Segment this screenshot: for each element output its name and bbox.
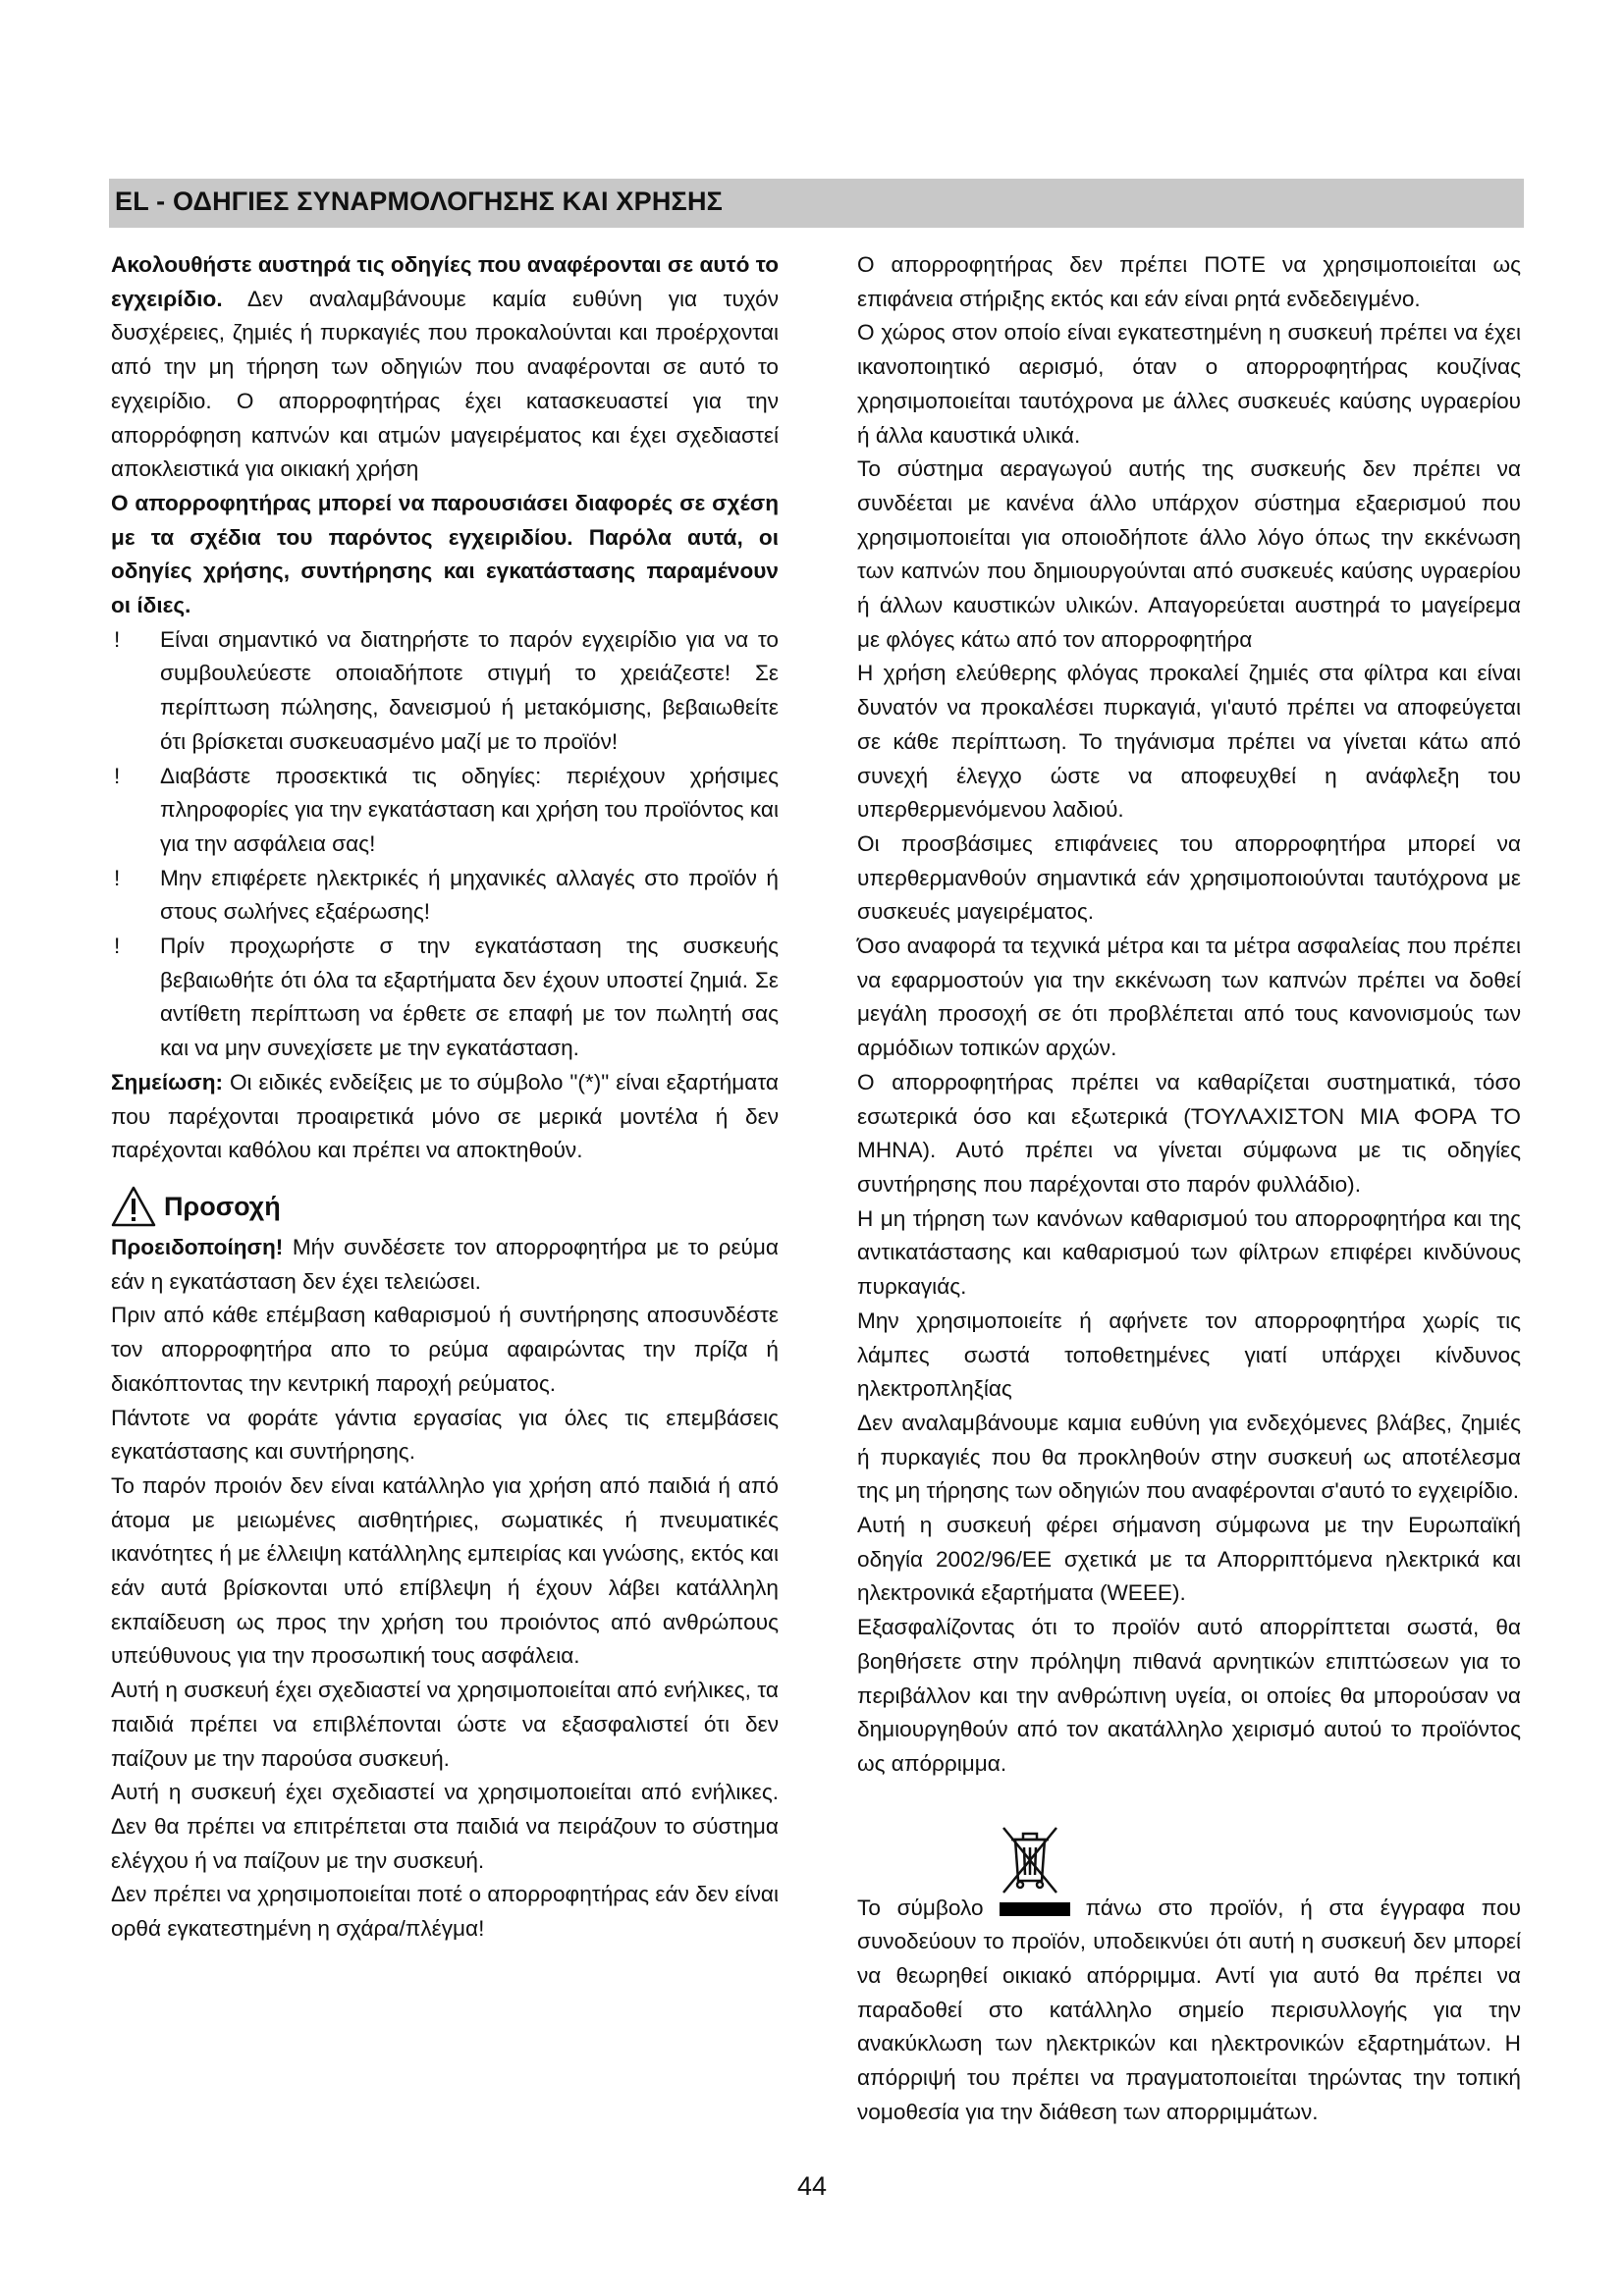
note-text: Οι ειδικές ενδείξεις με το σύμβολο "(*)" είναι εξαρτήματα που παρέχονται προαιρετικά μόνο σε μερικά μοντέλα ή δεν παρέχονται καθόλου και πρέπει να αποκτηθούν. — [111, 1069, 779, 1163]
bullet-item — [111, 760, 779, 862]
body-paragraph: Ο απορροφητήρας δεν πρέπει ΠΟΤΕ να χρησιμοποιείται ως επιφάνεια στήριξης εκτός και εάν είναι ρητά ενδεδειγμένο. — [857, 252, 1521, 311]
intro-bold: Ακολουθήστε αυστηρά τις οδηγίες που αναφέρονται σε αυτό το εγχειρίδιο. — [111, 252, 779, 311]
body-paragraph: Δεν πρέπει να χρησιμοποιείται ποτέ ο απορροφητήρας εάν δεν είναι ορθά εγκατεστημένη η σχάρα/πλέγμα! — [111, 1882, 779, 1942]
bullet-text: Πρίν προχωρήστε σ την εγκατάσταση της συσκευής βεβαιωθήτε ότι όλα τα εξαρτήματα δεν έχουν υποστεί ζημιά. Σε αντίθετη περίπτωση να έρθετε σε επαφή με τον πωλητή σας και να μην συνεχίσετε με την εγκατάσταση. — [160, 934, 779, 1061]
body-paragraph: Αυτή η συσκευή έχει σχεδιαστεί να χρησιμοποιείται από ενήλικες. Δεν θα πρέπει να επιτρέπεται στα παιδιά να πειράζουν το σύστημα ελέγχου ή να παίζουν με την συσκευή. — [111, 1780, 779, 1873]
weee-bar-icon — [1000, 1902, 1070, 1916]
page-number: 44 — [796, 2171, 828, 2201]
body-paragraph: Δεν αναλαμβάνουμε καμια ευθύνη για ενδεχόμενες βλάβες, ζημιές ή πυρκαγιές που θα προκληθούν στην συσκευή ως αποτέλεσμα της μη τήρησης των οδηγιών που αναφέρονται σ'αυτό το εγχειρίδιο. — [857, 1410, 1521, 1504]
bullet-text: Είναι σημαντικό να διατηρήστε το παρόν εγχειρίδιο για να το συμβουλεύεστε οποιαδήποτε στιγμή το χρειάζεστε! Σε περίπτωση πώλησης, δανεισμού ή μετακόμισης, βεβαιωθείτε ότι βρίσκεται συσκευασμένο μαζί με το προϊόν! — [160, 626, 779, 754]
crossed-out-bin-icon — [998, 1824, 1062, 1898]
body-paragraph: Το σύστημα αεραγωγού αυτής της συσκευής δεν πρέπει να συνδέεται με κανένα άλλο υπάρχον σύστημα εξαερισμού που χρησιμοποιείται για οποιοδήποτε άλλο λόγο όπως την εκκένωση των καπνών που δημιουργούνται από συσκευές καύσης υγραερίου ή άλλων καυστικών υλικών. Απαγορεύεται αυστηρά το μαγείρεμα με φλόγες κάτω από τον απορροφητήρα — [857, 456, 1521, 652]
exclamation-mark: ! — [114, 626, 121, 652]
body-paragraph: Μην χρησιμοποιείτε ή αφήνετε τον απορροφητήρα χωρίς τις λάμπες σωστά τοποθετημένες γιατί υπάρχει κίνδυνος ηλεκτροπληξίας — [857, 1308, 1521, 1402]
body-paragraph: Ο απορροφητήρας πρέπει να καθαρίζεται συστηματικά, τόσο εσωτερικά όσο και εξωτερικά (ΤΟΥΛΑΧΙΣΤΟΝ ΜΙΑ ΦΟΡΑ ΤΟ ΜΗΝΑ). Αυτό πρέπει να γίνεται σύμφωνα με τις οδηγίες συντήρησης που παρέχονται στο παρόν φυλλάδιο). — [857, 1069, 1521, 1197]
bullet-text: Μην επιφέρετε ηλεκτρικές ή μηχανικές αλλαγές στο προϊόν ή στους σωλήνες εξαέρωσης! — [160, 865, 779, 925]
body-paragraph: Πάντοτε να φοράτε γάντια εργασίας για όλες τις επεμβάσεις εγκατάστασης και συντήρησης. — [111, 1405, 779, 1465]
right-column — [857, 248, 1521, 2130]
body-paragraph: Αυτή η συσκευή έχει σχεδιαστεί να χρησιμοποιείται από ενήλικες, τα παιδιά πρέπει να επιβλέπονται ώστε να εξασφαλιστεί ότι δεν παίζουν με την παρούσα συσκευή. — [111, 1678, 779, 1771]
variations-paragraph: Ο απορροφητήρας μπορεί να παρουσιάσει διαφορές σε σχέση με τα σχέδια του παρόντος εγχειριδίου. Παρόλα αυτά, οι οδηγίες χρήσης, συντήρησης και εγκατάστασης παραμένουν οι ίδιες. — [111, 490, 779, 618]
body-paragraph: Η μη τήρηση των κανόνων καθαρισμού του απορροφητήρα και της αντικατάστασης και καθαρισμού των φίλτρων επιφέρει κινδύνους πυρκαγιάς. — [857, 1205, 1521, 1300]
bullet-text: Διαβάστε προσεκτικά τις οδηγίες: περιέχουν χρήσιμες πληροφορίες για την εγκατάσταση και χρήση του προϊόντος και για την ασφάλεια σας! — [160, 763, 780, 856]
body-paragraph: Οι προσβάσιμες επιφάνειες του απορροφητήρα μπορεί να υπερθερμανθούν σημαντικά εάν χρησιμοποιούνται ταυτόχρονα με συσκευές μαγειρέματος. — [857, 830, 1521, 925]
warning-label: Προειδοποίηση! — [111, 1234, 284, 1259]
exclamation-mark: ! — [114, 865, 121, 890]
weee-symbol-paragraph — [857, 1892, 1521, 2130]
warning-triangle-icon — [111, 1186, 156, 1227]
caution-title: Προσοχή — [164, 1191, 281, 1221]
body-paragraph: Ο χώρος στον οποίο είναι εγκατεστημένη η συσκευή πρέπει να έχει ικανοποιητικό αερισμό, όταν ο απορροφητήρας κουζίνας χρησιμοποιείται ταυτόχρονα με άλλες συσκευές καύσης υγραερίου ή άλλα καυστικά υλικά. — [857, 320, 1521, 448]
note-paragraph — [111, 1066, 779, 1168]
symbol-before-text: Το σύμβολο — [857, 1895, 984, 1920]
body-paragraph: Πριν από κάθε επέμβαση καθαρισμού ή συντήρησης αποσυνδέστε τον απορροφητήρα απο το ρεύμα αφαιρώντας την πρίζα ή διακόπτοντας την κεντρική παροχή ρεύματος. — [111, 1303, 779, 1396]
bullet-item — [111, 623, 779, 760]
body-paragraph: Η χρήση ελεύθερης φλόγας προκαλεί ζημιές στα φίλτρα και είναι δυνατόν να προκαλέσει πυρκαγιά, γι'αυτό πρέπει να αποφεύγεται σε κάθε περίπτωση. Το τηγάνισμα πρέπει να γίνεται κάτω από συνεχή έλεγχο ώστε να αποφευχθεί η ανάφλεξη του υπερθερμενόμενου λαδιού. — [857, 661, 1521, 823]
body-paragraph: Εξασφαλίζοντας ότι το προϊόν αυτό απορρίπτεται σωστά, θα βοηθήσετε στην πρόληψη πιθανά αρνητικών επιπτώσεων για το περιβάλλον και την ανθρώπινη υγεία, οι οποίες θα μπορούσαν να δημιουργηθούν από τον ακατάλληλο χειρισμό αυτού το προϊόντος ως απόρριμμα. — [857, 1615, 1521, 1776]
warning-text: Μήν συνδέσετε τον απορροφητήρα με το ρεύμα εάν η εγκατάσταση δεν έχει τελειώσει. — [111, 1234, 779, 1294]
warning-paragraph — [111, 1231, 779, 1299]
intro-text: Δεν αναλαμβάνουμε καμία ευθύνη για τυχόν δυσχέρειες, ζημιές ή πυρκαγιές που προκαλούνται και προέρχονται από την μη τήρηση των οδηγιών που αναφέρονται σε αυτό το εγχειρίδιο. Ο απορροφητήρας έχει κατασκευαστεί για την απορρόφηση καπνών και ατμών μαγειρέματος και έχει σχεδιαστεί αποκλειστικά για οικιακή χρήση — [111, 286, 779, 482]
bullet-item — [111, 862, 779, 930]
exclamation-mark: ! — [114, 934, 121, 959]
note-label: Σημείωση: — [111, 1069, 224, 1095]
symbol-after-text: πάνω στο προϊόν, ή στα έγγραφα που συνοδεύουν το προϊόν, υποδεικνύει ότι αυτή η συσκευή δεν μπορεί να θεωρηθεί οικιακό απόρριμμα. Αντί για αυτό θα πρέπει να παραδοθεί στο κατάλληλο σημείο περισυλλογής για την ανακύκλωση των ηλεκτρικών και ηλεκτρονικών εξαρτημάτων. Η απόρριψή του πρέπει να πραγματοποιείται τηρώντας την τοπική νομοθεσία για την διάθεση των απορριμμάτων. — [857, 1895, 1521, 2124]
section-title: EL - ΟΔΗΓΙΕΣ ΣΥΝΑΡΜΟΛΟΓΗΣΗΣ ΚΑΙ ΧΡΗΣΗΣ — [115, 187, 724, 216]
left-column — [111, 248, 779, 1947]
body-paragraph: Το παρόν προιόν δεν είναι κατάλληλο για χρήση από παιδιά ή από άτομα με μειωμένες αισθητήριες, σωματικές ή πνευματικές ικανότητες ή με έλλειψη κατάλληλης εμπειρίας και γνώσης, εκτός και εάν αυτά βρίσκονται υπό επίβλεψη ή έχουν λάβει κατάλληλη εκπαίδευση ως προς την χρήση του προιόντος από ανθρώπους υπεύθυνους για την προσωπική τους ασφάλεια. — [111, 1472, 779, 1669]
body-paragraph: Όσο αναφορά τα τεχνικά μέτρα και τα μέτρα ασφαλείας που πρέπει να εφαρμοστούν για την εκκένωση των καπνών πρέπει να δοθεί μεγάλη προσοχή σε ότι προβλέπεται από τους κανονισμούς των αρμόδιων τοπικών αρχών. — [857, 934, 1521, 1061]
bullet-item — [111, 930, 779, 1066]
intro-paragraph — [111, 248, 779, 487]
caution-heading — [111, 1182, 779, 1231]
weee-spacer — [857, 1782, 1521, 1892]
exclamation-mark: ! — [114, 763, 121, 788]
section-header-bar — [109, 179, 1524, 228]
body-paragraph: Αυτή η συσκευή φέρει σήμανση σύμφωνα με την Ευρωπαϊκή οδηγία 2002/96/ΕΕ σχετικά με τα Απορριπτόμενα ηλεκτρικά και ηλεκτρονικά εξαρτήματα (WEEE). — [857, 1513, 1521, 1606]
